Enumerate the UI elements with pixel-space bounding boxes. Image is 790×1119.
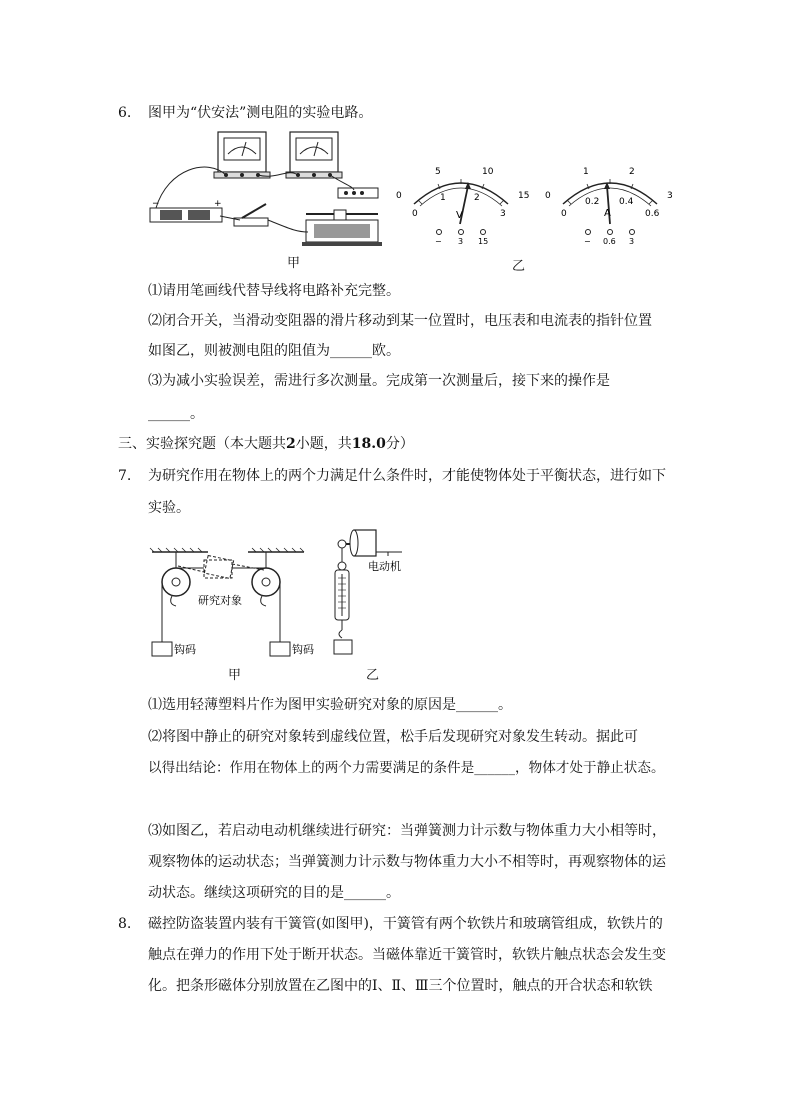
ammeter-outer-tick: 2: [629, 167, 635, 177]
ammeter-inner-tick: 0.2: [585, 197, 600, 207]
q7-sub3-line2: 观察物体的运动状态；当弹簧测力计示数与物体重力大小不相等时，再观察物体的运: [148, 854, 666, 870]
q6-sub2-line2: 如图乙，则被测电阻的阻值为______欧。: [148, 343, 400, 359]
q6-sub1: ⑴请用笔画线代替导线将电路补充完整。: [148, 283, 400, 299]
object-label: 研究对象: [198, 594, 242, 607]
q7-sub2-line2: 以得出结论：作用在物体上的两个力需要满足的条件是______，物体才处于静止状态。: [148, 760, 665, 776]
motor-figure: [328, 526, 404, 658]
voltmeter-outer-tick: 5: [435, 167, 441, 177]
q6-figure-label-right: 乙: [512, 259, 526, 274]
ammeter-outer-tick: 1: [583, 167, 589, 177]
svg-text:−: −: [152, 199, 160, 209]
question-8-number: 8.: [118, 916, 132, 932]
q6-figure-label-left: 甲: [287, 256, 301, 271]
q7-figure-label-right: 乙: [366, 668, 380, 683]
ammeter-inner-tick: 0: [561, 209, 567, 219]
ammeter-device: [286, 132, 342, 178]
voltmeter-dial: [394, 162, 529, 244]
weight-label-left: 钩码: [174, 643, 196, 656]
voltmeter-inner-tick: 3: [500, 209, 506, 219]
q6-sub3-line2: ______。: [148, 406, 204, 422]
rheostat: [302, 210, 382, 246]
voltmeter-terminal-label: 15: [478, 237, 489, 246]
ammeter-outer-tick: 0: [545, 191, 551, 201]
weight-label-right: 钩码: [292, 643, 314, 656]
ammeter-outer-tick: 3: [667, 191, 673, 201]
q7-figure-label-left: 甲: [228, 668, 242, 683]
voltmeter-inner-tick: 1: [440, 193, 446, 203]
question-6-number: 6.: [118, 105, 132, 121]
question-7-number: 7.: [118, 468, 132, 484]
question-6-stem: 图甲为“伏安法”测电阻的实验电路。: [148, 105, 373, 121]
question-8-line3: 化。把条形磁体分别放置在乙图中的Ⅰ、Ⅱ、Ⅲ三个位置时，触点的开合状态和软铁: [148, 978, 653, 994]
q7-sub3-line3: 动状态。继续这项研究的目的是______。: [148, 885, 400, 901]
voltmeter-device: [214, 132, 270, 178]
voltmeter-outer-tick: 0: [396, 191, 402, 201]
section-heading: 三、实验探究题（本大题共2小题，共18.0分）: [118, 436, 414, 452]
motor-label: 电动机: [368, 560, 401, 573]
svg-text:+: +: [214, 199, 222, 209]
ammeter-terminal-label: 3: [629, 237, 635, 246]
ammeter-dial: [543, 162, 678, 244]
battery-pack: [150, 199, 222, 222]
ammeter-terminal-label: −: [584, 237, 591, 246]
q7-sub1: ⑴选用轻薄塑料片作为图甲实验研究对象的原因是______。: [148, 697, 512, 713]
ammeter-inner-tick: 0.6: [645, 209, 660, 219]
resistor: [338, 188, 378, 198]
switch: [234, 204, 268, 226]
q6-sub2-line1: ⑵闭合开关，当滑动变阻器的滑片移动到某一位置时，电压表和电流表的指针位置: [148, 313, 652, 329]
ammeter-inner-tick: 0.4: [619, 197, 634, 207]
q7-sub3-line1: ⑶如图乙，若启动电动机继续进行研究：当弹簧测力计示数与物体重力大小相等时，: [148, 823, 666, 839]
voltmeter-inner-tick: 2: [474, 193, 480, 203]
voltmeter-terminal-label: −: [435, 237, 442, 246]
voltmeter-symbol: V: [456, 210, 463, 221]
question-8-line1: 磁控防盗装置内装有干簧管(如图甲)，干簧管有两个软铁片和玻璃管组成，软铁片的: [148, 916, 663, 932]
q7-sub2-line1: ⑵将图中静止的研究对象转到虚线位置，松手后发现研究对象发生转动。据此可: [148, 729, 638, 745]
question-7-stem-line1: 为研究作用在物体上的两个力满足什么条件时，才能使物体处于平衡状态，进行如下: [148, 468, 666, 484]
circuit-figure: [148, 128, 388, 258]
voltmeter-outer-tick: 10: [482, 167, 494, 177]
voltmeter-terminal-label: 3: [458, 237, 464, 246]
question-7-stem-line2: 实验。: [148, 500, 190, 516]
voltmeter-outer-tick: 15: [518, 191, 530, 201]
voltmeter-inner-tick: 0: [412, 209, 418, 219]
question-8-line2: 触点在弹力的作用下处于断开状态。当磁体靠近干簧管时，软铁片触点状态会发生变: [148, 947, 666, 963]
ammeter-symbol: A: [604, 208, 611, 219]
q6-sub3-line1: ⑶为减小实验误差，需进行多次测量。完成第一次测量后，接下来的操作是: [148, 373, 610, 389]
pulley-figure: [148, 548, 328, 660]
ammeter-terminal-label: 0.6: [603, 237, 616, 246]
